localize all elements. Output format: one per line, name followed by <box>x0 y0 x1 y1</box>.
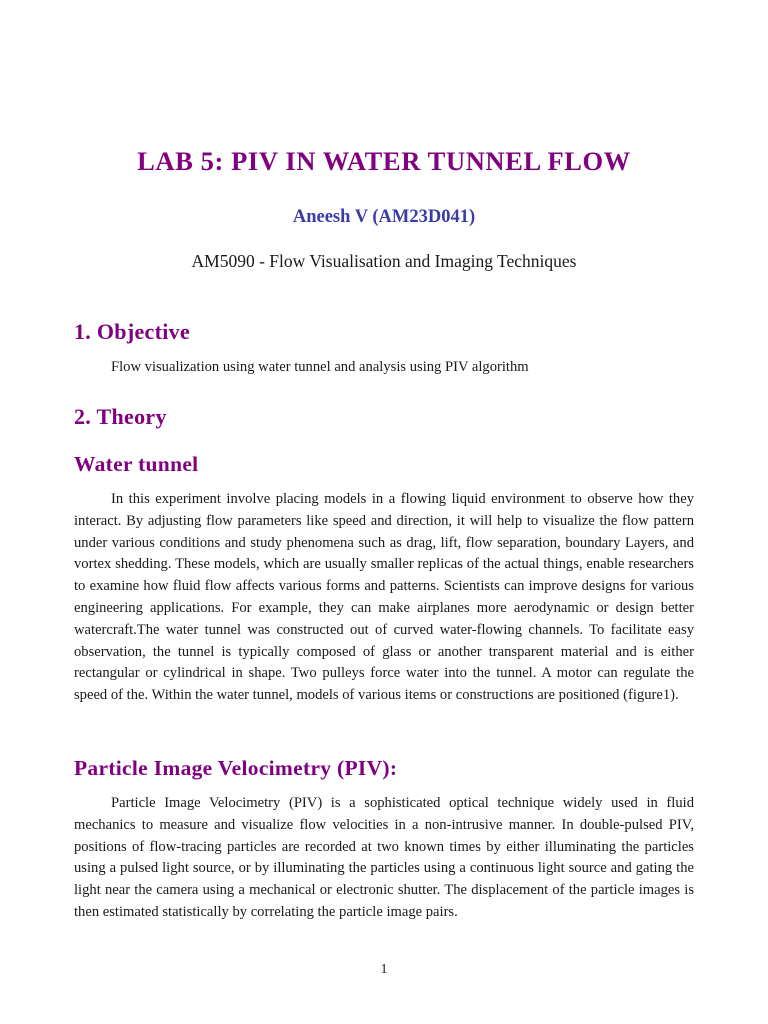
section-heading-objective: 1. Objective <box>74 319 191 344</box>
piv-paragraph: Particle Image Velocimetry (PIV) is a sophisticated optical technique widely used in fluid mechanics to measure and visualize flow velocities in a non-intrusive manner. In double-pulsed PIV, positions of flow-tracing particles are recorded at two known times by either illuminating the particles using a pulsed light source, or by illuminating the particles using a continuous light source and gating the light near the camera using a mechanical or electronic shutter. The displacement of the particle images is then estimated statistically by correlating the particle image pairs. <box>74 795 694 920</box>
subsection-heading-piv: Particle Image Velocimetry (PIV): <box>74 756 398 780</box>
water-tunnel-paragraph: In this experiment involve placing models in a flowing liquid environment to observe how they interact. By adjusting flow parameters like speed and direction, it will help to visualize the flow pattern under various conditions and study phenomena such as drag, lift, flow separation, boundary Layers, and vortex shedding. These models, which are usually smaller replicas of the actual things, enable researchers to examine how fluid flow affects various forms and patterns. Scientists can improve designs for various engineering applications. For example, they can make airplanes more aerodynamic or design better watercraft.The water tunnel was constructed out of curved water-flowing channels. To facilitate easy observation, the tunnel is typically composed of glass or another transparent material and is either rectangular or cylindrical in shape. Two pulleys force water into the tunnel. A motor can regulate the speed of the. Within the water tunnel, models of various items or constructions are positioned (figure1). <box>74 491 694 704</box>
course-line: AM5090 - Flow Visualisation and Imaging Techniques <box>191 251 577 271</box>
author-line: Aneesh V (AM23D041) <box>292 207 476 227</box>
subsection-heading-water-tunnel: Water tunnel <box>74 452 199 476</box>
section-heading-theory: 2. Theory <box>74 404 167 429</box>
document-title: LAB 5: PIV IN WATER TUNNEL FLOW <box>137 146 631 176</box>
page-number: 1 <box>380 962 388 977</box>
objective-text: Flow visualization using water tunnel and analysis using PIV algorithm <box>111 359 529 375</box>
